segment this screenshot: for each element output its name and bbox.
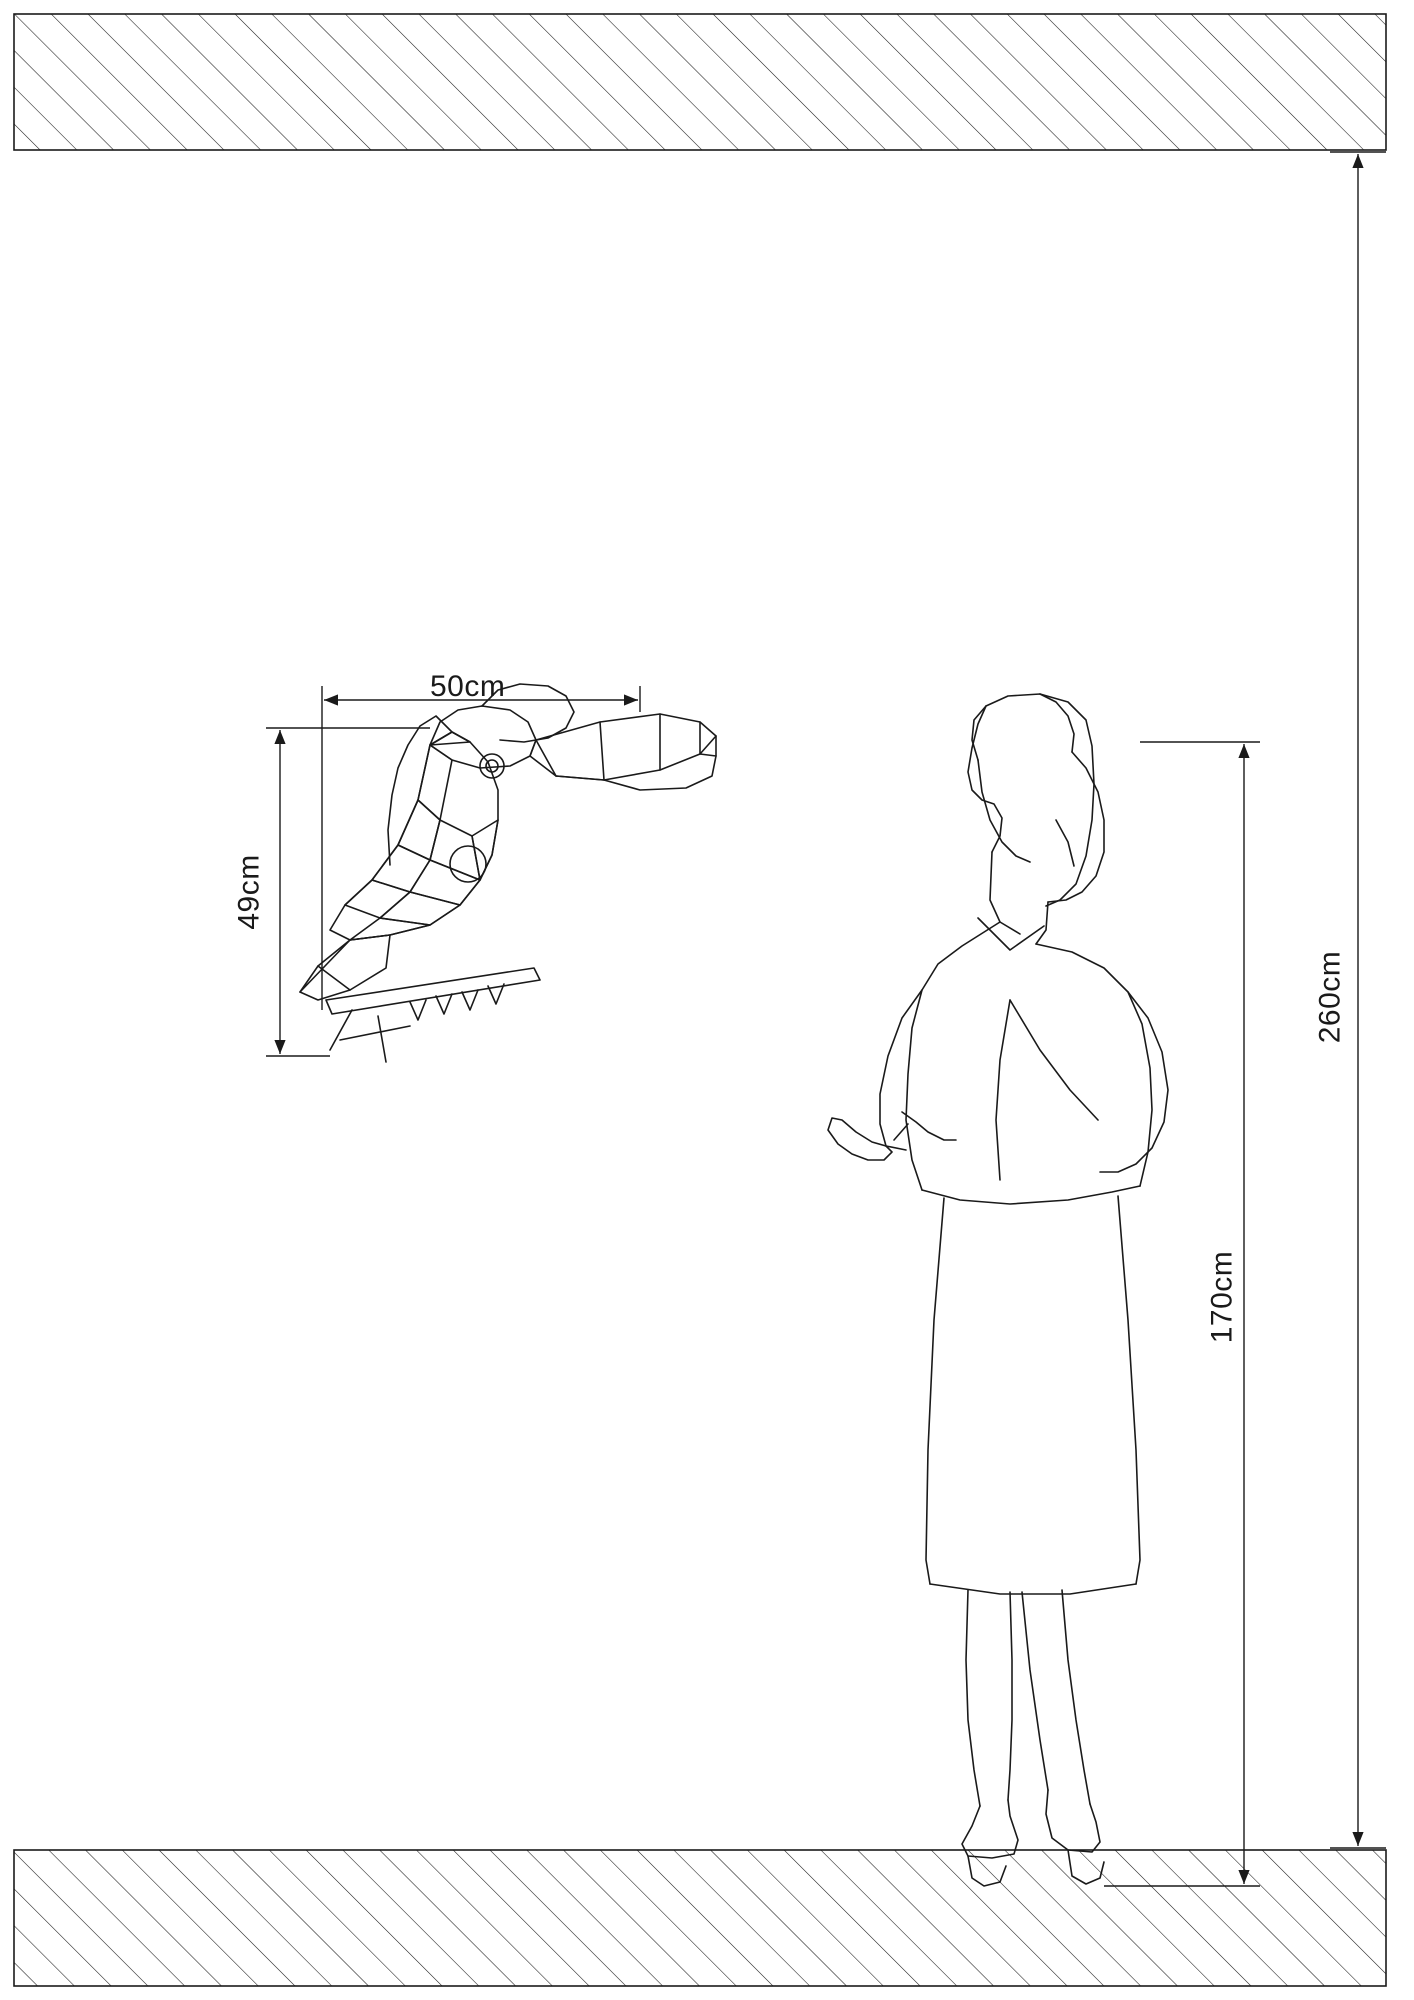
label-artwork-width: 50cm (430, 670, 506, 703)
label-artwork-height: 49cm (232, 854, 266, 930)
label-person-height: 170cm (1205, 1250, 1239, 1344)
floor-hatch-band (14, 1850, 1386, 1986)
ceiling-hatch-band (14, 14, 1386, 150)
human-figure-scale-reference (828, 694, 1168, 1886)
label-ceiling-height: 260cm (1313, 950, 1347, 1044)
toucan-wall-art (300, 684, 716, 1062)
dimension-artwork-width (322, 686, 640, 1010)
dimension-artwork-height (266, 728, 430, 1056)
